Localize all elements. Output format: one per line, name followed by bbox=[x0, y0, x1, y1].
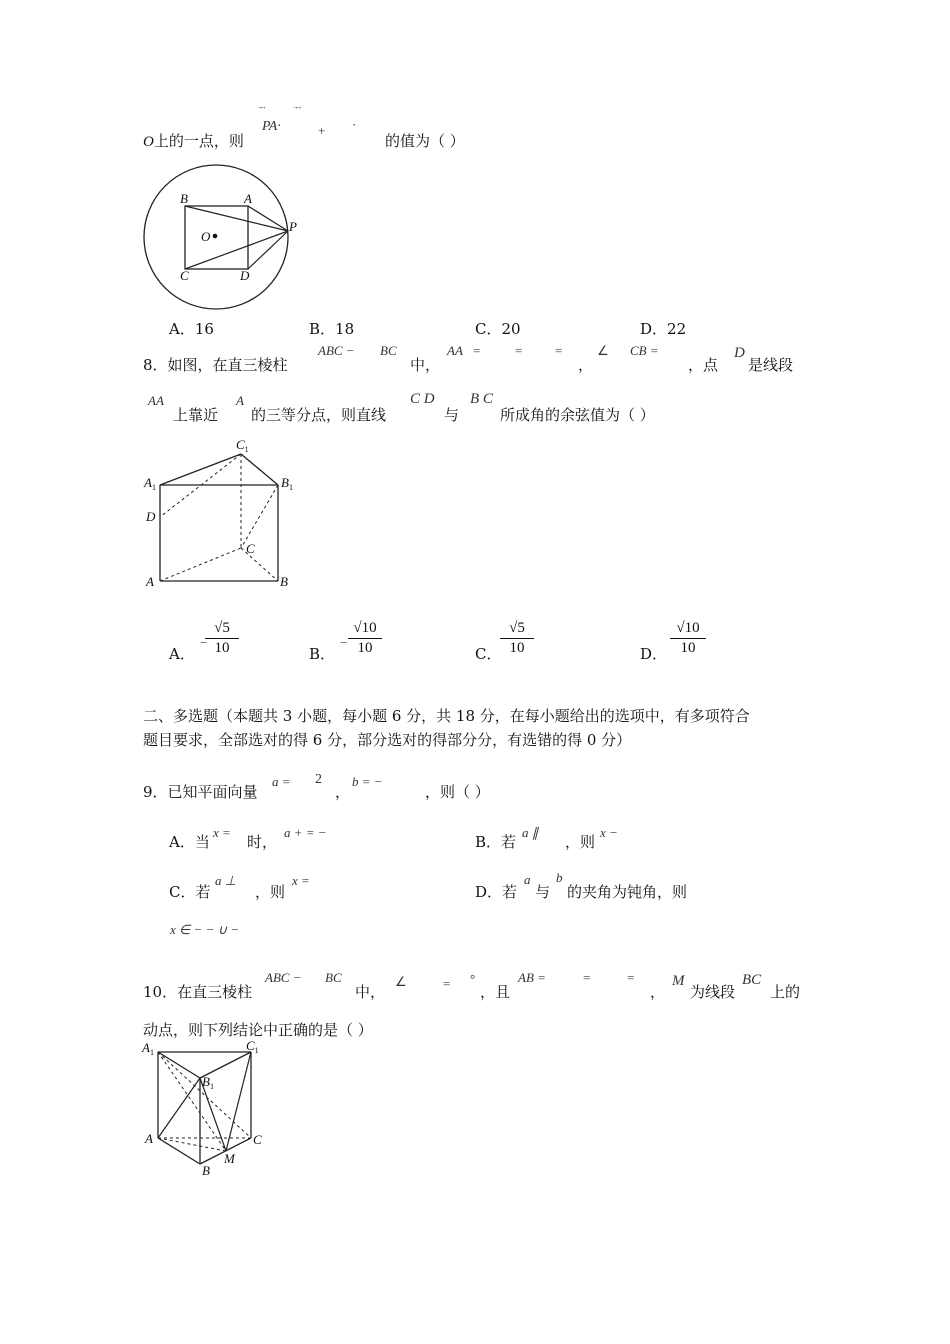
q8-label-a1: $A_1$ bbox=[144, 475, 156, 492]
q8-text-trisect: 的三等分点，则直线 bbox=[251, 406, 387, 424]
q8-math-prism: ABC − bbox=[318, 343, 355, 358]
q7-label-c: C bbox=[180, 268, 189, 283]
q10-line2: 动点，则下列结论中正确的是（ ） bbox=[143, 1021, 373, 1039]
q9-option-d-t2: 与 bbox=[535, 883, 551, 901]
q10-math-deg: ° bbox=[470, 971, 476, 986]
q8-text-and: 与 bbox=[444, 406, 460, 424]
q9-option-c: C．若 bbox=[169, 883, 211, 901]
q8-math-cb: CB = bbox=[630, 343, 659, 358]
q7-line bbox=[143, 132, 244, 151]
q10-line-c1m bbox=[226, 1052, 251, 1151]
q10-label-a: A bbox=[145, 1131, 153, 1146]
q8-text-segment: 是线段 bbox=[748, 356, 794, 374]
q9-option-c-m1: a ⊥ bbox=[215, 873, 237, 888]
q7-expr-plus: + bbox=[318, 123, 326, 138]
q7-option-c: C．20 bbox=[475, 320, 521, 338]
q10-line-ab1 bbox=[158, 1078, 200, 1138]
q8-math-a: A bbox=[236, 393, 244, 408]
q10-math-ab: AB = bbox=[518, 970, 546, 985]
q8-edge-c1b1 bbox=[241, 454, 278, 485]
q8-option-c-frac: $\frac{√5}{10}$ bbox=[500, 620, 534, 657]
q9-text-comma: ， bbox=[335, 783, 351, 801]
q9-math-a2: 2 bbox=[315, 772, 322, 787]
q9-math-a: a = bbox=[272, 774, 291, 789]
q10-text-comma: ， bbox=[650, 983, 666, 1001]
q10-math-m: M bbox=[672, 973, 685, 989]
section2-line1: 二、多选题（本题共 3 小题，每小题 6 分，共 18 分，在每小题给出的选项中，有多项符合 bbox=[143, 707, 750, 725]
q10-math-angle: ∠ bbox=[395, 974, 407, 989]
q7-label-o: O bbox=[201, 229, 211, 244]
q9-text-then: ，则（ ） bbox=[425, 783, 490, 801]
q8-option-d: D． bbox=[640, 645, 668, 663]
q8-figure bbox=[140, 435, 300, 595]
q8-math-aa2: AA bbox=[148, 393, 164, 408]
q7-label-b: B bbox=[180, 191, 188, 206]
q8-math-d: D bbox=[734, 345, 745, 361]
q9-option-c-t2: ，则 bbox=[255, 883, 286, 901]
q8-text-near: 上靠近 bbox=[173, 406, 219, 424]
q9-option-d-m1: a bbox=[524, 872, 531, 887]
q8-text-dian: ，点 bbox=[688, 356, 719, 374]
q10-line-a1m bbox=[158, 1052, 226, 1151]
q8-text-cosine: 所成角的余弦值为（ ） bbox=[500, 406, 655, 424]
q9-option-d-t3: 的夹角为钝角，则 bbox=[567, 883, 688, 901]
q7-label-d: D bbox=[240, 268, 250, 283]
q8-label-a: A bbox=[146, 574, 154, 589]
q8-math-angle: ∠ bbox=[597, 343, 609, 358]
q10-math-prism2: BC bbox=[325, 970, 342, 985]
q7-figure bbox=[140, 175, 300, 320]
q10-label-a1: $A_1$ bbox=[142, 1040, 154, 1057]
q8-option-c: C． bbox=[475, 645, 502, 663]
q7-center-dot bbox=[213, 234, 218, 239]
q8-label-c1: $C_1$ bbox=[236, 437, 249, 454]
q8-option-b-frac: $\frac{√10}{10}$ bbox=[348, 620, 382, 657]
q9-option-b: B．若 bbox=[475, 833, 517, 851]
q7-o: O bbox=[143, 134, 154, 150]
q10-math-bc: BC bbox=[742, 972, 762, 988]
q10-text-on: 上的 bbox=[770, 983, 801, 1001]
q7-option-b: B．18 bbox=[309, 320, 355, 338]
q8-edge-ac bbox=[160, 548, 241, 581]
q8-line1: 8．如图，在直三棱柱 bbox=[143, 356, 288, 374]
section2-line2: 题目要求，全部选对的得 6 分，部分选对的得部分分，有选错的得 0 分） bbox=[143, 731, 632, 749]
q9-option-d: D．若 bbox=[475, 883, 518, 901]
q9-option-a-m1: x = bbox=[213, 825, 231, 840]
q10-math-eq3: = bbox=[627, 970, 635, 985]
q10-math-prism: ABC − bbox=[265, 970, 302, 985]
q8-label-b1: $B_1$ bbox=[281, 475, 293, 492]
q7-label-a: A bbox=[244, 191, 252, 206]
q7-option-d: D．22 bbox=[640, 320, 687, 338]
q7-text-end: 的值为（ ） bbox=[385, 132, 465, 150]
q9-option-b-m1: a ∥ bbox=[522, 825, 539, 840]
q9-line1: 9．已知平面向量 bbox=[143, 783, 258, 801]
q10-label-b1: $B_1$ bbox=[202, 1074, 214, 1091]
q7-label-p: P bbox=[289, 219, 297, 234]
q8-line-bc1 bbox=[241, 485, 278, 548]
q10-label-c1: $C_1$ bbox=[246, 1038, 259, 1055]
q9-option-d-m2: b bbox=[556, 870, 563, 885]
q7-line-dp bbox=[248, 231, 288, 269]
q10-text-and: ，且 bbox=[480, 983, 511, 1001]
q10-label-b: B bbox=[202, 1163, 210, 1178]
q10-edge-a1b1 bbox=[158, 1052, 200, 1078]
q10-text-segment: 为线段 bbox=[690, 983, 736, 1001]
q7-expr-p: PA· bbox=[262, 119, 281, 134]
q8-label-d: D bbox=[146, 509, 156, 524]
q8-label-b: B bbox=[280, 574, 288, 589]
q8-text-zhong: 中， bbox=[410, 356, 441, 374]
q10-line-a1c bbox=[158, 1052, 251, 1138]
q9-option-d-cont: x ∈ − − ∪ − bbox=[170, 922, 240, 937]
q9-option-c-m2: x = bbox=[292, 873, 310, 888]
q10-math-eq: = bbox=[443, 976, 451, 991]
q8-math-bc: B C bbox=[470, 391, 493, 407]
q10-text-zhong: 中， bbox=[355, 983, 386, 1001]
q8-option-b: B． bbox=[309, 645, 336, 663]
q10-figure bbox=[140, 1040, 275, 1180]
q7-text-mid: 上的一点，则 bbox=[153, 132, 244, 150]
q8-edge-a1c1 bbox=[160, 454, 241, 485]
q8-option-d-frac: $\frac{√10}{10}$ bbox=[670, 620, 706, 657]
q10-line1: 10．在直三棱柱 bbox=[143, 983, 253, 1001]
q9-option-b-m2: x − bbox=[600, 825, 618, 840]
q8-math-prism2: BC bbox=[380, 343, 397, 358]
q7-vector-arrows: ⃗⃗⃗ ⃗⃗⃗ ⃗⃗⃗ ⃗⃗⃗ bbox=[262, 106, 302, 115]
q8-label-c: C bbox=[246, 541, 255, 556]
q8-option-b-sign: − bbox=[340, 635, 348, 650]
q9-option-b-t2: ，则 bbox=[565, 833, 596, 851]
q8-option-a-frac: $\frac{√5}{10}$ bbox=[205, 620, 239, 657]
q10-edge-ab bbox=[158, 1138, 200, 1164]
q8-option-a-sign: − bbox=[200, 635, 208, 650]
q9-option-a: A．当 bbox=[169, 833, 210, 851]
q9-math-b: b = − bbox=[352, 774, 383, 789]
q8-math-cd: C D bbox=[410, 391, 435, 407]
q8-math-eq3: = bbox=[555, 343, 563, 358]
q9-option-a-t2: 时， bbox=[247, 833, 278, 851]
q10-label-m: M bbox=[224, 1151, 235, 1166]
q8-math-eq2: = bbox=[515, 343, 523, 358]
q9-option-a-m2: a + = − bbox=[284, 825, 327, 840]
q7-expr-dot: · bbox=[352, 117, 357, 132]
q7-line-bp bbox=[185, 206, 288, 231]
q8-math-eq1: = bbox=[473, 343, 481, 358]
q10-math-eq2: = bbox=[583, 970, 591, 985]
q8-text-comma: ， bbox=[578, 356, 594, 374]
q10-label-c: C bbox=[253, 1132, 262, 1147]
q8-math-aa: AA bbox=[447, 343, 463, 358]
q7-option-a: A．16 bbox=[169, 320, 214, 338]
q8-option-a: A． bbox=[169, 645, 195, 663]
